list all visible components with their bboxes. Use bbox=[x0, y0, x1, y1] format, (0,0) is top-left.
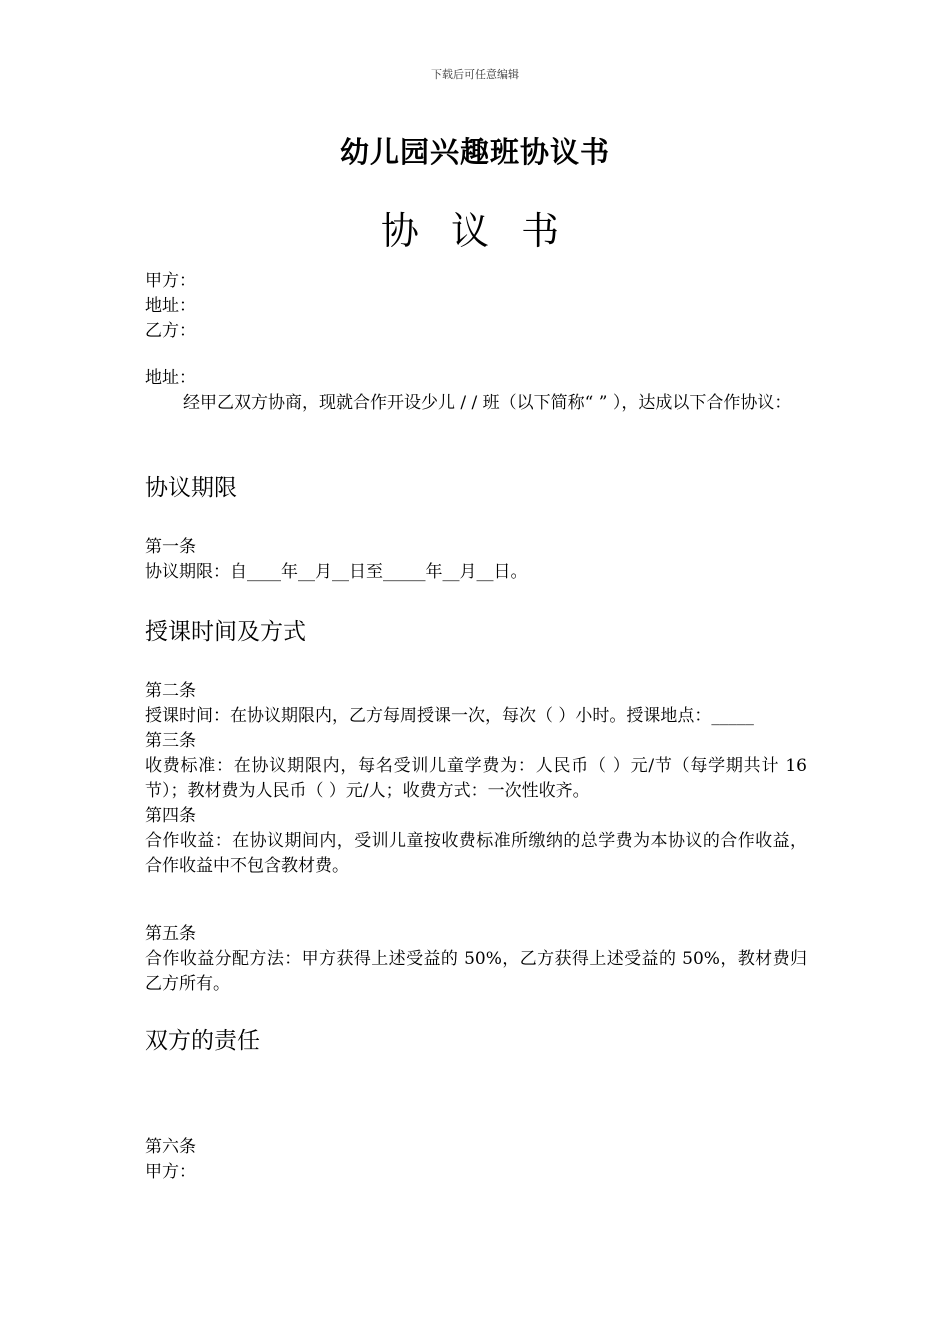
parties-block bbox=[145, 269, 807, 344]
article-5-text: 合作收益分配方法：甲方获得上述受益的 50%，乙方获得上述受益的 50%，教材费归乙方所有。 bbox=[145, 949, 807, 994]
header-note: 下载后可任意编辑 bbox=[431, 68, 519, 81]
article-1-text: 协议期限：自____年__月__日至_____年__月__日。 bbox=[145, 562, 528, 582]
intro-paragraph: 经甲乙双方协商，现就合作开设少儿 / / 班（以下简称“ ” ），达成以下合作协议： bbox=[183, 393, 792, 413]
article-5 bbox=[145, 922, 807, 997]
party-a-label: 甲方： bbox=[145, 271, 196, 291]
article-6-label: 第六条 bbox=[145, 1137, 196, 1157]
address-1-label: 地址： bbox=[145, 296, 196, 316]
article-1 bbox=[145, 535, 807, 585]
article-2-text: 授课时间：在协议期限内，乙方每周授课一次，每次（ ）小时。授课地点：_____ bbox=[145, 706, 754, 726]
article-6 bbox=[145, 1135, 807, 1185]
section-heading-term: 协议期限 bbox=[145, 475, 237, 501]
article-2-label: 第二条 bbox=[145, 681, 196, 701]
section-heading-responsibilities: 双方的责任 bbox=[145, 1028, 260, 1054]
party-b-label: 乙方： bbox=[145, 321, 196, 341]
articles-2-4 bbox=[145, 679, 807, 879]
article-4-text: 合作收益：在协议期间内，受训儿童按收费标准所缴纳的总学费为本协议的合作收益，合作收益中不包含教材费。 bbox=[145, 831, 807, 876]
document-title: 幼儿园兴趣班协议书 bbox=[339, 135, 610, 169]
article-1-label: 第一条 bbox=[145, 537, 196, 557]
article-6-text: 甲方： bbox=[145, 1162, 196, 1182]
article-4-label: 第四条 bbox=[145, 806, 196, 826]
address-2-label: 地址： bbox=[145, 368, 196, 388]
section-heading-schedule: 授课时间及方式 bbox=[145, 619, 306, 645]
address-2-block bbox=[145, 366, 807, 391]
article-3-label: 第三条 bbox=[145, 731, 196, 751]
document-subtitle: 协 议 书 bbox=[380, 209, 570, 253]
article-5-label: 第五条 bbox=[145, 924, 196, 944]
article-3-text: 收费标准：在协议期限内，每名受训儿童学费为：人民币（ ）元/节（每学期共计 16 节）；教材费为人民币（ ）元/人；收费方式：一次性收齐。 bbox=[145, 756, 807, 801]
